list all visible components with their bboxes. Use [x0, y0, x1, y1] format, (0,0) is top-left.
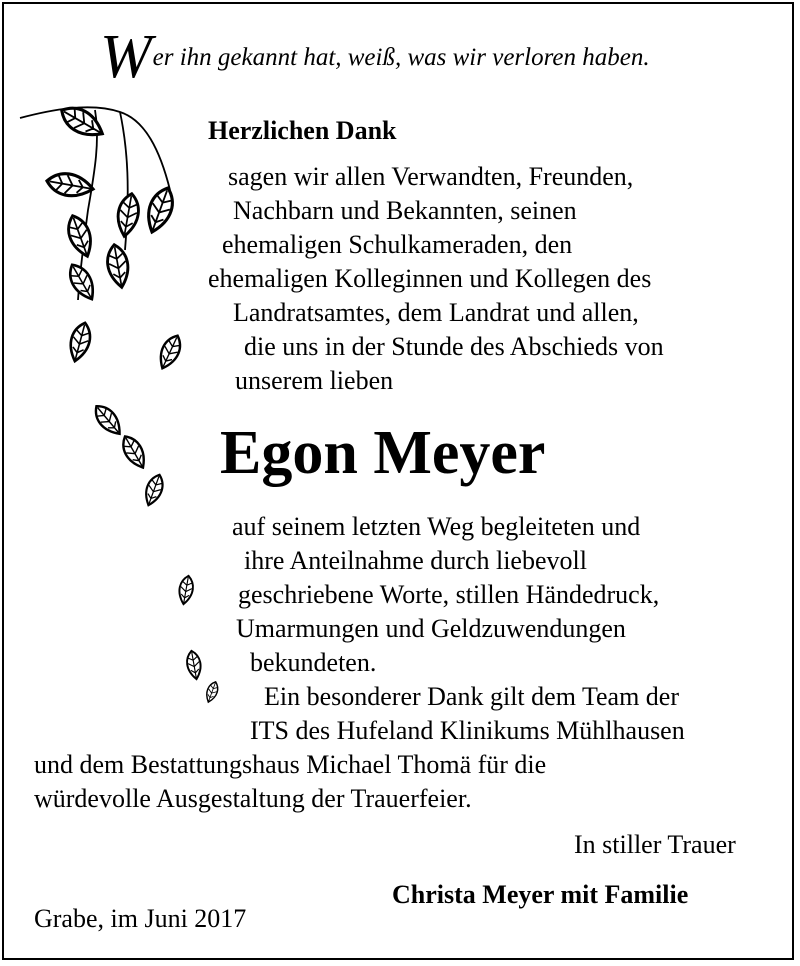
body-line: ihre Anteilnahme durch liebevoll [244, 546, 587, 575]
signature: Christa Meyer mit Familie [392, 880, 689, 909]
deceased-name: Egon Meyer [220, 419, 546, 487]
intro-line: die uns in der Stunde des Abschieds von [244, 332, 664, 361]
intro-line: Nachbarn und Bekannten, seinen [233, 196, 577, 225]
motto [100, 23, 650, 91]
body-line: bekundeten. [250, 648, 377, 677]
body-line: ITS des Hufeland Klinikums Mühlhausen [250, 716, 685, 745]
body-line: geschriebene Worte, stillen Händedruck, [238, 580, 660, 609]
motto-text: er ihn gekannt hat, weiß, was wir verloren haben. [152, 44, 650, 71]
body-line: und dem Bestattungshaus Michael Thomä für die [34, 750, 547, 779]
intro-line: unserem lieben [235, 366, 394, 395]
place-date: Grabe, im Juni 2017 [34, 904, 247, 933]
body-line: auf seinem letzten Weg begleiteten und [232, 512, 641, 541]
motto-initial: W [100, 23, 152, 91]
intro-line: ehemaligen Kolleginnen und Kollegen des [208, 264, 652, 293]
intro-line: ehemaligen Schulkameraden, den [222, 230, 573, 259]
body-line: würdevolle Ausgestaltung der Trauerfeier. [34, 784, 472, 813]
intro-line: sagen wir allen Verwandten, Freunden, [228, 162, 634, 191]
thanks-heading: Herzlichen Dank [208, 116, 397, 145]
body-line: Umarmungen und Geldzuwendungen [236, 614, 626, 643]
body-line: Ein besonderer Dank gilt dem Team der [264, 682, 680, 711]
intro-line: Landratsamtes, dem Landrat und allen, [233, 298, 639, 327]
closing-text: In stiller Trauer [574, 830, 736, 859]
